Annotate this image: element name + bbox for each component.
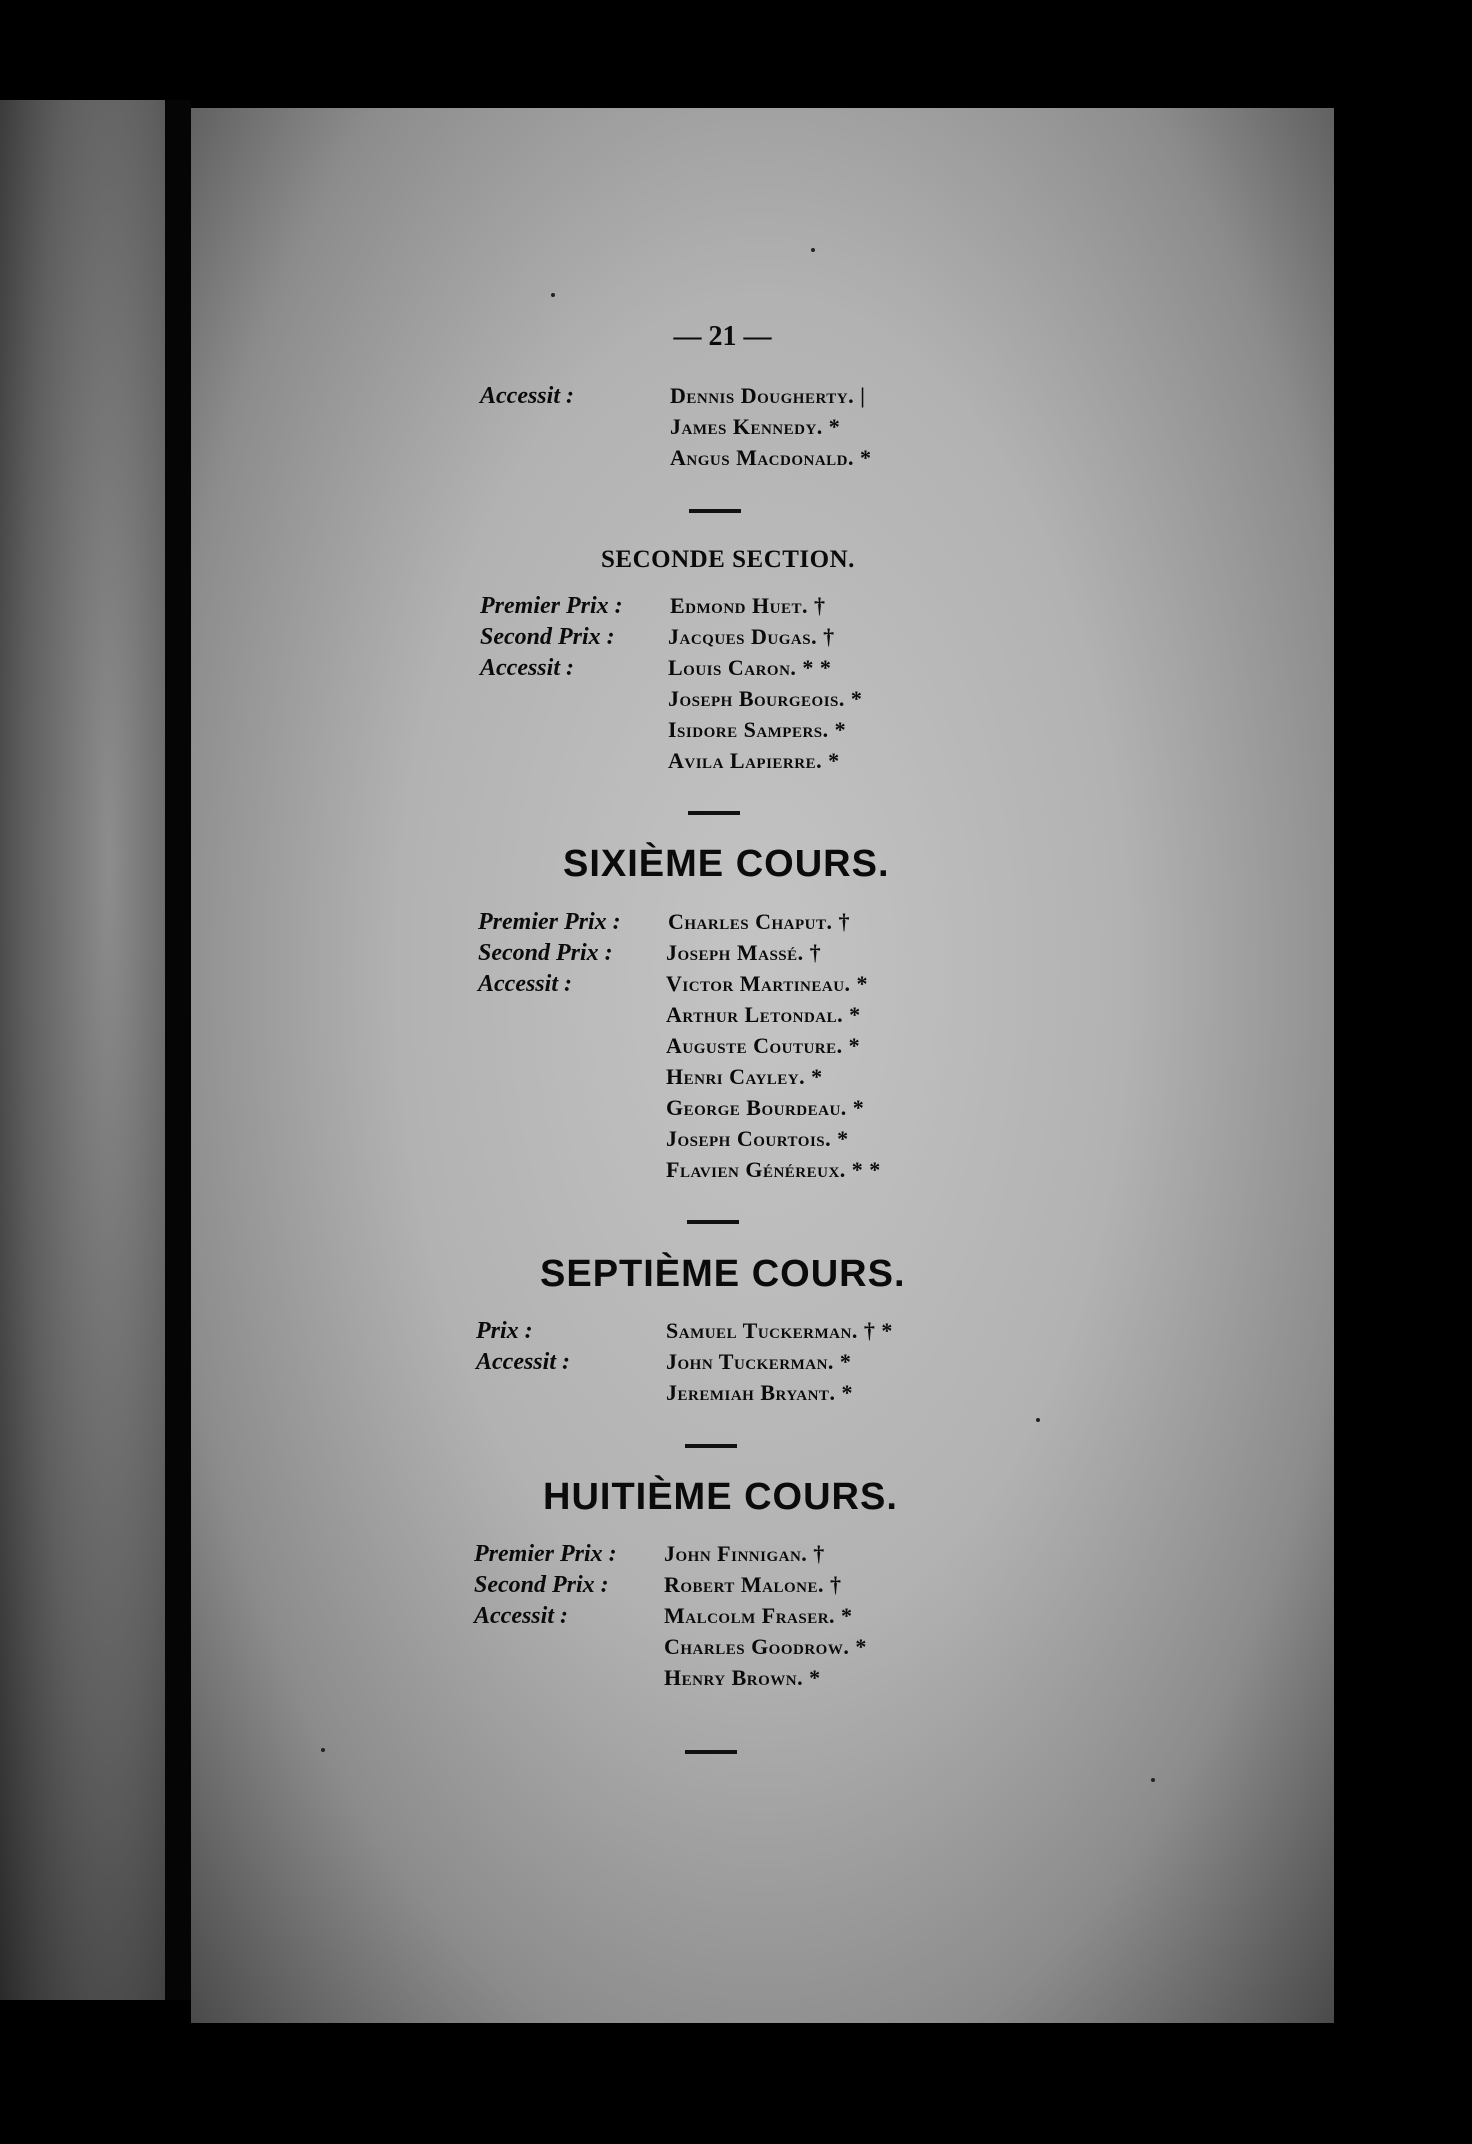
section-divider	[685, 1750, 737, 1754]
entry-row	[478, 1095, 1078, 1126]
entry-row	[478, 1002, 1078, 1033]
scan-speck	[1151, 1778, 1155, 1782]
student-name: Louis Caron. * *	[668, 655, 832, 680]
entry-row	[480, 686, 1080, 717]
student-name: Auguste Couture. *	[666, 1033, 861, 1058]
student-name: Dennis Dougherty. |	[670, 383, 866, 408]
student-name: John Finnigan. †	[664, 1541, 825, 1566]
student-name: Henry Brown. *	[664, 1665, 821, 1690]
entry-row	[478, 940, 1078, 971]
prize-list	[474, 1541, 1074, 1696]
student-name: Angus Macdonald. *	[670, 445, 872, 470]
entry-row	[480, 717, 1080, 748]
entry-row	[478, 1126, 1078, 1157]
entry-row	[478, 1033, 1078, 1064]
student-name: Malcolm Fraser. *	[664, 1603, 853, 1628]
prize-label: Second Prix :	[478, 940, 613, 966]
entry-row	[480, 748, 1080, 779]
student-name: Samuel Tuckerman. † *	[666, 1318, 893, 1343]
entry-row	[480, 445, 1080, 476]
student-name: Jeremiah Bryant. *	[666, 1380, 853, 1405]
student-name: Isidore Sampers. *	[668, 717, 847, 742]
student-name: James Kennedy. *	[670, 414, 841, 439]
student-name: Edmond Huet. †	[670, 593, 826, 618]
prize-label: Second Prix :	[480, 624, 615, 650]
entry-row	[476, 1380, 1076, 1411]
prize-label: Prix :	[476, 1318, 533, 1344]
prize-label: Accessit :	[478, 971, 572, 997]
prize-label: Premier Prix :	[474, 1541, 617, 1567]
scan-speck	[321, 1748, 325, 1752]
student-name: Joseph Courtois. *	[666, 1126, 849, 1151]
section-divider	[689, 509, 741, 513]
prize-list	[478, 909, 1078, 1188]
entry-row	[474, 1541, 1074, 1572]
course-heading: HUITIÈME COURS.	[543, 1476, 898, 1518]
entry-row	[480, 655, 1080, 686]
entry-row	[478, 971, 1078, 1002]
prize-label: Second Prix :	[474, 1572, 609, 1598]
course-heading: SEPTIÈME COURS.	[540, 1253, 906, 1295]
student-name: Henri Cayley. *	[666, 1064, 823, 1089]
section-heading: SECONDE SECTION.	[601, 546, 855, 573]
student-name: Arthur Letondal. *	[666, 1002, 861, 1027]
scan-speck	[551, 293, 555, 297]
section-divider	[688, 811, 740, 815]
student-name: Avila Lapierre. *	[668, 748, 840, 773]
entry-row	[474, 1603, 1074, 1634]
student-name: Charles Chaput. †	[668, 909, 850, 934]
page-number: — 21 —	[673, 321, 772, 352]
entry-row	[478, 1157, 1078, 1188]
course-heading: SIXIÈME COURS.	[563, 843, 890, 885]
entry-row	[478, 909, 1078, 940]
student-name: George Bourdeau. *	[666, 1095, 865, 1120]
prize-label: Accessit :	[476, 1349, 570, 1375]
entry-row	[480, 624, 1080, 655]
entry-row	[474, 1634, 1074, 1665]
prize-label: Premier Prix :	[478, 909, 621, 935]
student-name: Jacques Dugas. †	[668, 624, 835, 649]
student-name: John Tuckerman. *	[666, 1349, 852, 1374]
student-name: Joseph Massé. †	[666, 940, 822, 965]
prize-list	[480, 593, 1080, 779]
entry-row	[480, 414, 1080, 445]
scan-speck	[811, 248, 815, 252]
entry-row	[476, 1349, 1076, 1380]
student-name: Charles Goodrow. *	[664, 1634, 867, 1659]
section-divider	[687, 1220, 739, 1224]
student-name: Victor Martineau. *	[666, 971, 869, 996]
facing-page-edge	[0, 100, 182, 2000]
student-name: Joseph Bourgeois. *	[668, 686, 863, 711]
student-name: Robert Malone. †	[664, 1572, 842, 1597]
prize-label: Accessit :	[474, 1603, 568, 1629]
prize-label: Accessit :	[480, 655, 574, 681]
document-page	[191, 108, 1334, 2023]
accessit-block	[480, 383, 1080, 476]
section-divider	[685, 1444, 737, 1448]
student-name: Flavien Généreux. * *	[666, 1157, 881, 1182]
entry-row	[476, 1318, 1076, 1349]
prize-label: Premier Prix :	[480, 593, 623, 619]
prize-list	[476, 1318, 1076, 1411]
entry-row	[480, 593, 1080, 624]
entry-row	[478, 1064, 1078, 1095]
book-gutter	[165, 100, 191, 2000]
entry-row	[474, 1572, 1074, 1603]
prize-label: Accessit :	[480, 383, 574, 409]
entry-row	[480, 383, 1080, 414]
entry-row	[474, 1665, 1074, 1696]
scan-speck	[1036, 1418, 1040, 1422]
